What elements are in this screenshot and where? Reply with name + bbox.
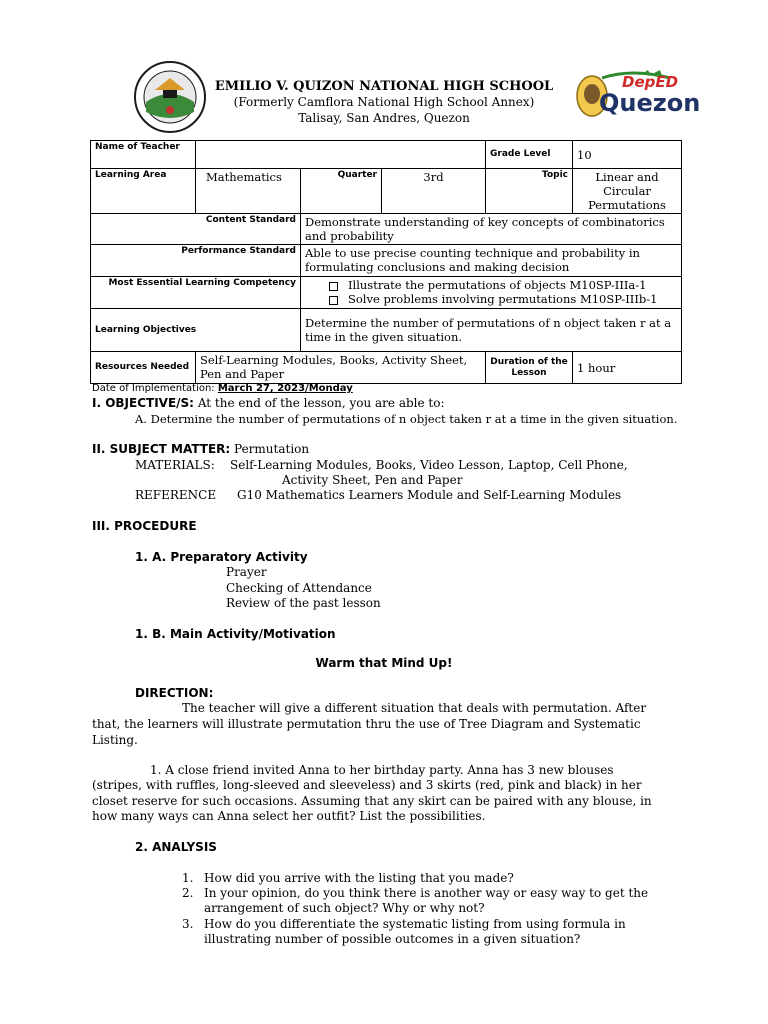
performance-standard-label: Performance Standard xyxy=(91,245,301,277)
melc-item: Illustrate the permutations of objects M10SP-IIIa-1 xyxy=(305,278,677,292)
area-label: Learning Area xyxy=(91,169,196,214)
objective-item-a: A. Determine the number of permutations of n object taken r at a time in the given situation. xyxy=(135,412,678,426)
teacher-value xyxy=(196,141,486,169)
question-1-num: 1. xyxy=(182,871,194,885)
resources-value: Self-Learning Modules, Books, Activity Sheet, Pen and Paper xyxy=(196,352,486,384)
quezon-text: Quezon xyxy=(599,89,701,117)
preparatory-heading: 1. A. Preparatory Activity xyxy=(135,550,308,564)
subject-heading: II. SUBJECT MATTER: xyxy=(92,442,231,456)
reference-label: REFERENCE xyxy=(135,488,217,502)
question-1-line-1: How did you arrive with the listing that you made? xyxy=(204,871,514,885)
performance-standard-value: Able to use precise counting technique and probability in formulating conclusions and making decision xyxy=(301,245,682,277)
lesson-info-table xyxy=(90,140,682,384)
subject-matter: II. SUBJECT MATTER: Permutation xyxy=(92,442,310,456)
resources-label: Resources Needed xyxy=(91,352,196,384)
problem-line-1: 1. A close friend invited Anna to her birthday party. Anna has 3 new blouses xyxy=(150,763,614,777)
materials-row: MATERIALS: xyxy=(135,458,215,472)
school-former-name: (Formerly Camflora National High School Annex) xyxy=(233,95,535,109)
school-name: EMILIO V. QUIZON NATIONAL HIGH SCHOOL xyxy=(214,79,554,94)
melc-list xyxy=(301,277,682,309)
direction-line-1: The teacher will give a different situation that deals with permutation. After xyxy=(182,701,647,715)
direction-heading: DIRECTION: xyxy=(135,686,214,700)
duration-label: Duration of the Lesson xyxy=(486,352,573,384)
activity-title: Warm that Mind Up! xyxy=(315,656,453,670)
list-item: Prayer xyxy=(226,565,267,579)
question-3-line-1: How do you differentiate the systematic listing from using formula in xyxy=(204,917,626,931)
grade-value: 10 xyxy=(573,141,682,169)
grade-label: Grade Level xyxy=(486,141,573,169)
objectives-label: Learning Objectives xyxy=(91,309,301,352)
analysis-heading: 2. ANALYSIS xyxy=(135,840,217,854)
reference-value: G10 Mathematics Learners Module and Self-Learning Modules xyxy=(237,488,622,502)
direction-line-3: Listing. xyxy=(92,733,138,747)
checkbox-icon xyxy=(329,296,338,305)
list-item: Checking of Attendance xyxy=(226,580,372,595)
school-address: Talisay, San Andres, Quezon xyxy=(298,111,470,125)
topic-label: Topic xyxy=(486,169,573,214)
checkbox-icon xyxy=(329,282,338,291)
implementation-date-value: March 27, 2023/Monday xyxy=(217,383,353,394)
topic-value: Linear and Circular Permutations xyxy=(573,169,682,214)
question-2-line-2: arrangement of such object? Why or why not? xyxy=(204,901,485,915)
objectives-heading: I. OBJECTIVE/S: xyxy=(92,396,194,410)
materials-line-1: Self-Learning Modules, Books, Video Lesson, Laptop, Cell Phone, xyxy=(230,458,628,472)
procedure-heading: III. PROCEDURE xyxy=(92,519,197,533)
materials-line-2: Activity Sheet, Pen and Paper xyxy=(282,473,463,487)
problem-line-2: (stripes, with ruffles, long-sleeved and sleeveless) and 3 skirts (red, pink and black) in her xyxy=(92,778,642,792)
area-value: Mathematics xyxy=(196,169,301,214)
question-3-line-2: illustrating number of possible outcomes in a given situation? xyxy=(204,932,581,946)
objectives-value: Determine the number of permutations of n object taken r at a time in the given situation. xyxy=(301,309,682,352)
quarter-label: Quarter xyxy=(301,169,382,214)
question-2-num: 2. xyxy=(182,886,194,900)
melc-label: Most Essential Learning Competency xyxy=(91,277,301,309)
melc-item: Solve problems involving permutations M10SP-IIIb-1 xyxy=(305,292,677,306)
question-3-num: 3. xyxy=(182,917,194,931)
content-standard-label: Content Standard xyxy=(91,214,301,245)
deped-text: DepED xyxy=(622,73,679,91)
main-activity-heading: 1. B. Main Activity/Motivation xyxy=(135,627,336,641)
direction-line-2: that, the learners will illustrate permutation thru the use of Tree Diagram and Systematic xyxy=(92,717,641,731)
problem-line-3: closet reserve for such occasions. Assuming that any skirt can be paired with any blouse, in xyxy=(92,794,652,808)
objectives-section: I. OBJECTIVE/S: At the end of the lesson, you are able to: xyxy=(92,396,445,410)
implementation-date: Date of Implementation: March 27, 2023/Monday xyxy=(92,383,353,394)
quarter-value: 3rd xyxy=(382,169,486,214)
preparatory-list xyxy=(226,565,381,612)
list-item: Review of the past lesson xyxy=(226,596,381,610)
duration-value: 1 hour xyxy=(573,352,682,384)
content-standard-value: Demonstrate understanding of key concepts of combinatorics and probability xyxy=(301,214,682,245)
teacher-label: Name of Teacher xyxy=(91,141,196,169)
problem-line-4: how many ways can Anna select her outfit? List the possibilities. xyxy=(92,809,486,823)
question-2-line-1: In your opinion, do you think there is another way or easy way to get the xyxy=(204,886,649,900)
